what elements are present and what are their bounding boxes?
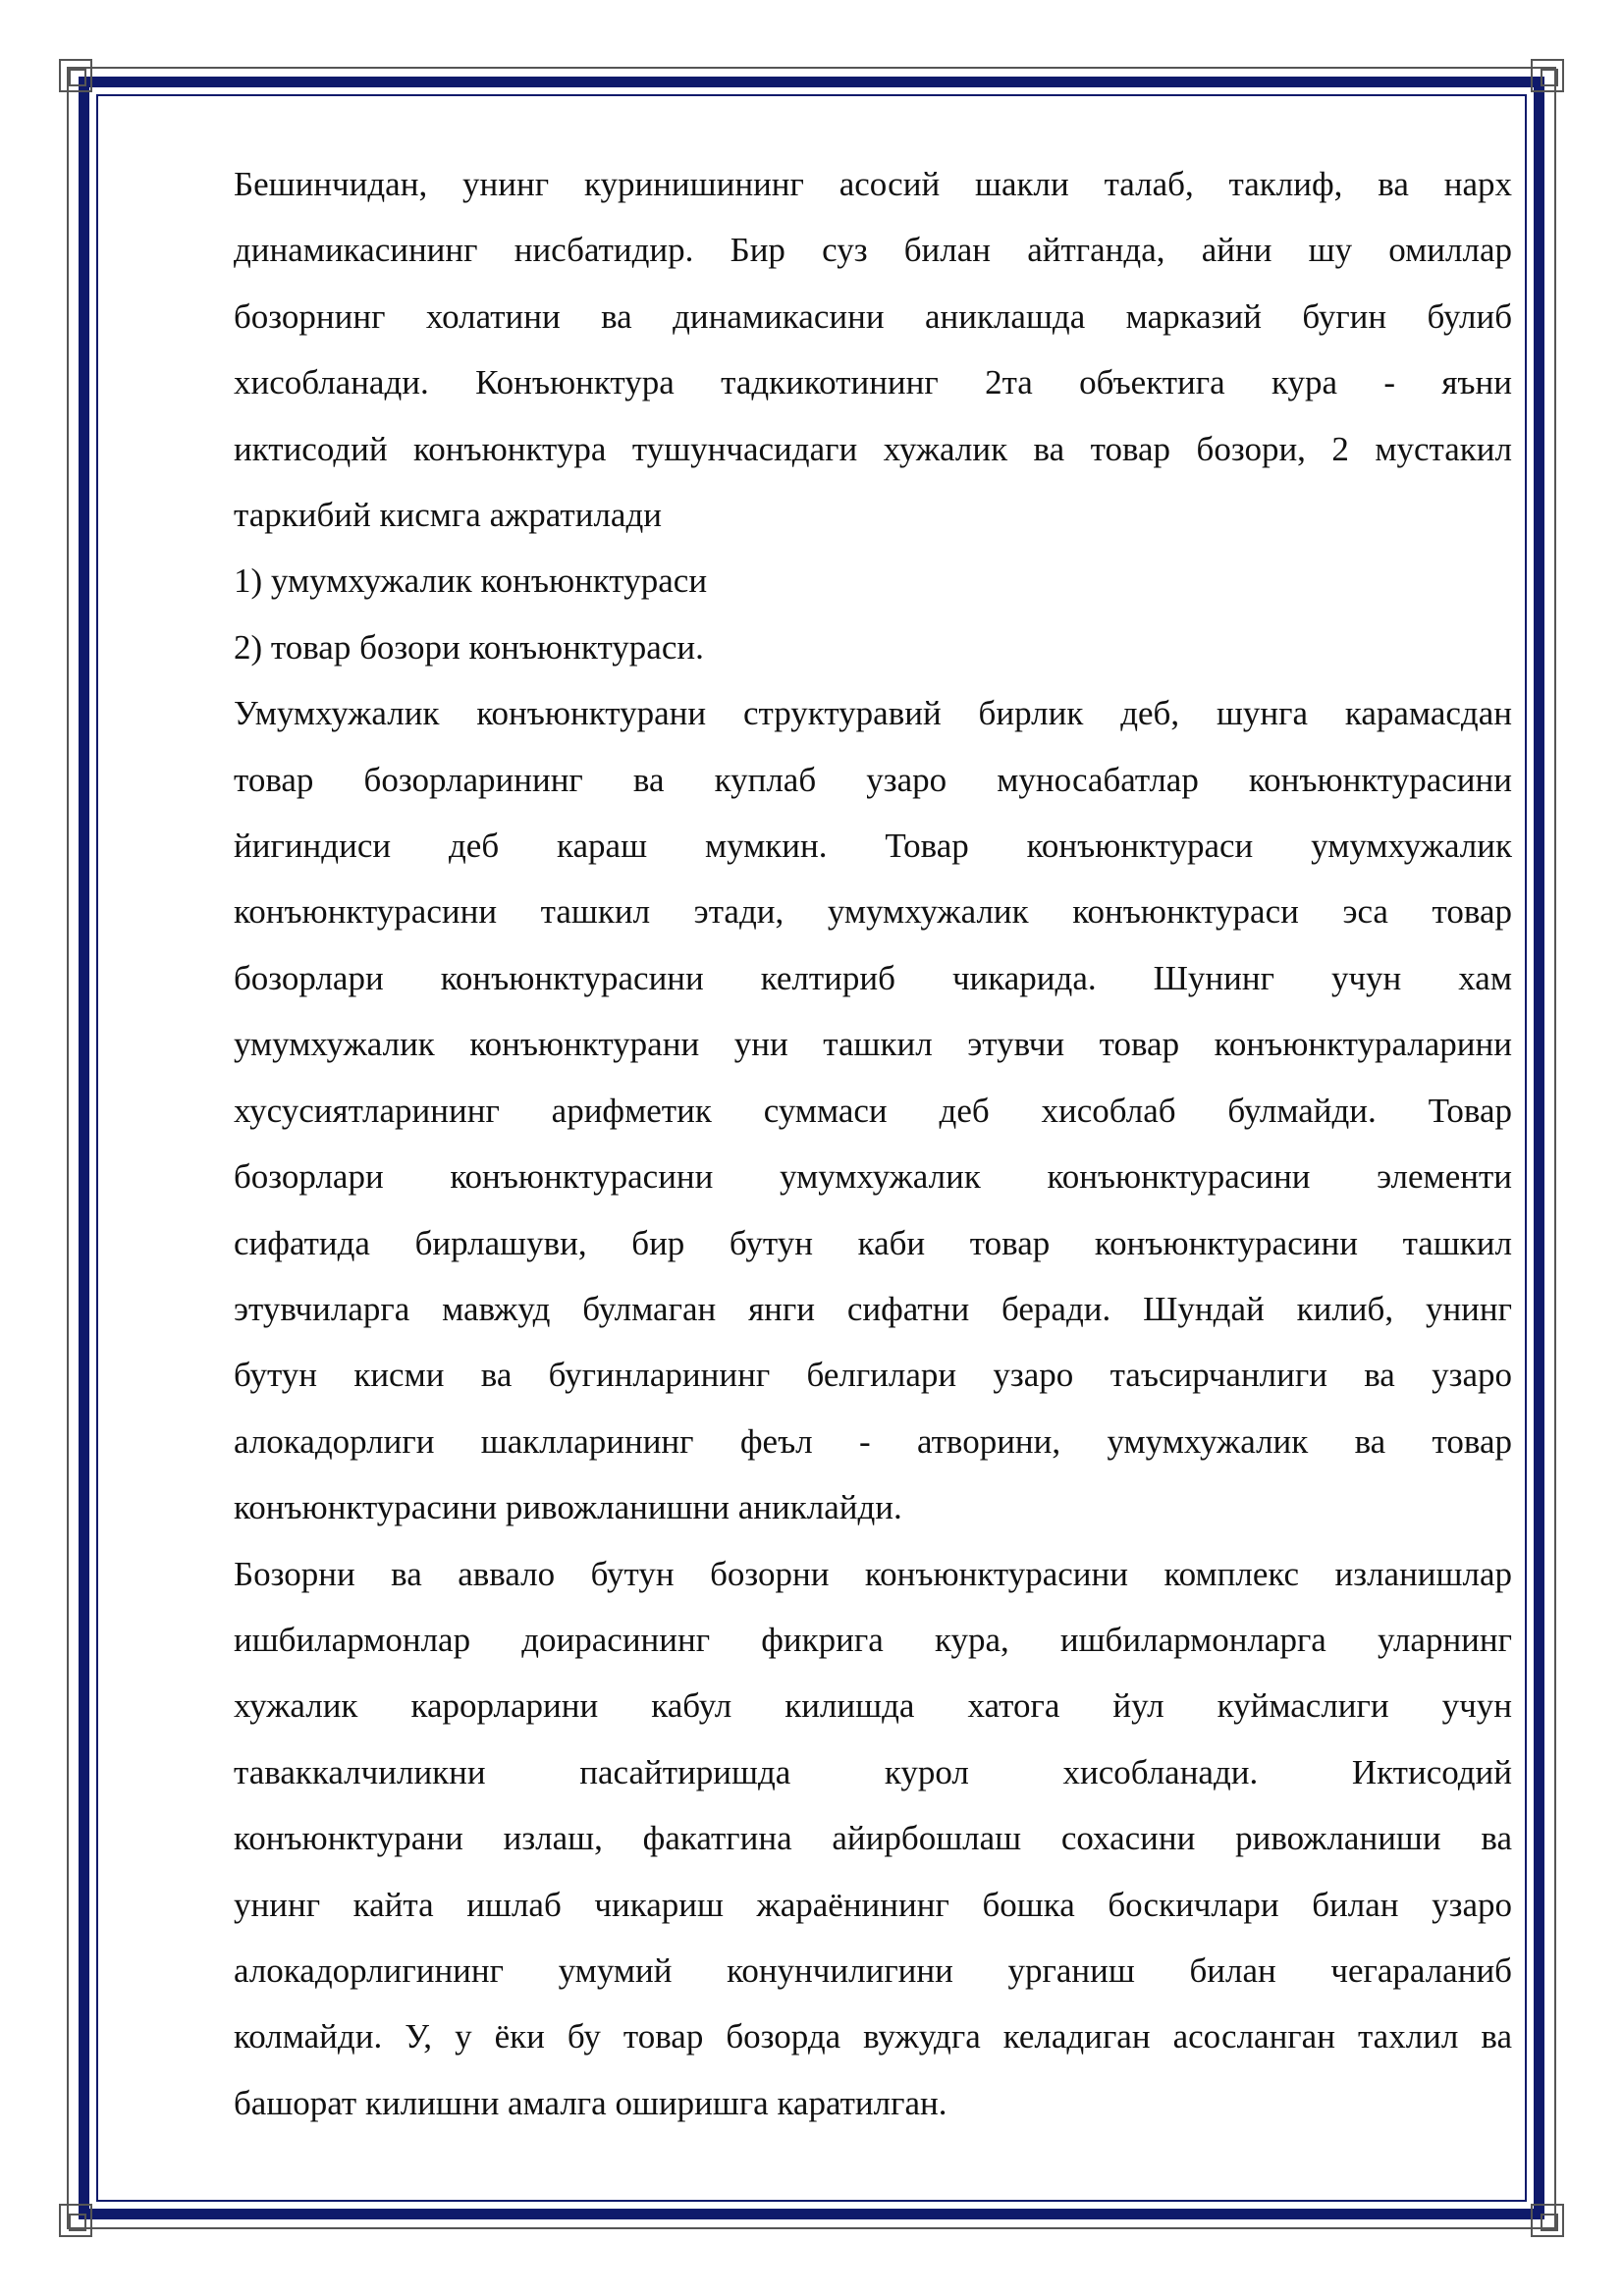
text-line: таркибий кисмга ажратилади — [234, 496, 662, 535]
text-line: бутун кисми ва бугинларининг белгилари узаро таъсирчанлиги ва узаро — [234, 1356, 1512, 1395]
paragraph — [234, 1541, 1512, 2137]
text-line: хусусиятларининг арифметик суммаси деб хисоблаб булмайди. Товар — [234, 1091, 1512, 1130]
text-line: йигиндиси деб караш мумкин. Товар конъюнктураси умумхужалик — [234, 827, 1512, 866]
text-line: колмайди. У, у ёки бу товар бозорда вужудга келадиган асосланган тахлил ва — [234, 2017, 1512, 2056]
text-line: конъюнктурасини ривожланишни аниклайди. — [234, 1488, 902, 1527]
paragraph — [234, 548, 1512, 614]
corner-ornament-bottom-left — [59, 2204, 92, 2237]
corner-ornament-top-left — [59, 59, 92, 92]
text-line: 1) умумхужалик конъюнктураси — [234, 561, 708, 601]
text-line: унинг кайта ишлаб чикариш жараёнининг бошка боскичлари билан узаро — [234, 1885, 1512, 1924]
text-line: 2) товар бозори конъюнктураси. — [234, 627, 704, 667]
text-line: иктисодий конъюнктура тушунчасидаги хужалик ва товар бозори, 2 мустакил — [234, 429, 1512, 468]
paragraph — [234, 151, 1512, 548]
text-line: хужалик карорларини кабул килишда хатога йул куймаслиги учун — [234, 1686, 1512, 1726]
text-line: алокадорлиги шаклларининг феъл - атворини, умумхужалик ва товар — [234, 1421, 1512, 1461]
corner-ornament-bottom-right — [1531, 2204, 1564, 2237]
text-line: бозорнинг холатини ва динамикасини аниклашда марказий бугин булиб — [234, 296, 1512, 336]
text-line: этувчиларга мавжуд булмаган янги сифатни беради. Шундай килиб, унинг — [234, 1289, 1512, 1328]
text-line: динамикасининг нисбатидир. Бир суз билан айтганда, айни шу омиллар — [234, 231, 1512, 270]
text-line: ишбилармонлар доирасининг фикрига кура, ишбилармонларга уларнинг — [234, 1620, 1512, 1659]
text-line: хисобланади. Конъюнктура тадкикотининг 2та объектига кура - яъни — [234, 363, 1512, 402]
text-line: Бешинчидан, унинг куринишининг асосий шакли талаб, таклиф, ва нарх — [234, 165, 1512, 203]
text-line: бозорлари конъюнктурасини умумхужалик конъюнктурасини элементи — [234, 1157, 1512, 1197]
text-line: товар бозорларининг ва куплаб узаро муносабатлар конъюнктурасини — [234, 760, 1512, 799]
paragraph — [234, 680, 1512, 1540]
document-body — [234, 151, 1512, 2136]
text-line: таваккалчиликни пасайтиришда курол хисобланади. Иктисодий — [234, 1752, 1512, 1791]
text-line: башорат килишни амалга оширишга каратилган. — [234, 2083, 947, 2122]
text-line: алокадорлигининг умумий конунчилигини урганиш билан чегараланиб — [234, 1950, 1512, 1990]
paragraph — [234, 614, 1512, 680]
text-line: сифатида бирлашуви, бир бутун каби товар конъюнктурасини ташкил — [234, 1223, 1512, 1262]
text-line: Умумхужалик конъюнктурани структуравий бирлик деб, шунга карамасдан — [234, 694, 1512, 733]
text-line: умумхужалик конъюнктурани уни ташкил этувчи товар конъюнктураларини — [234, 1025, 1512, 1064]
text-line: конъюнктурани излаш, факатгина айирбошлаш сохасини ривожланиши ва — [234, 1819, 1512, 1858]
text-line: бозорлари конъюнктурасини келтириб чикарида. Шунинг учун хам — [234, 958, 1512, 997]
text-line: Бозорни ва аввало бутун бозорни конъюнктурасини комплекс изланишлар — [234, 1554, 1512, 1593]
corner-ornament-top-right — [1531, 59, 1564, 92]
text-line: конъюнктурасини ташкил этади, умумхужалик конъюнктураси эса товар — [234, 892, 1512, 932]
